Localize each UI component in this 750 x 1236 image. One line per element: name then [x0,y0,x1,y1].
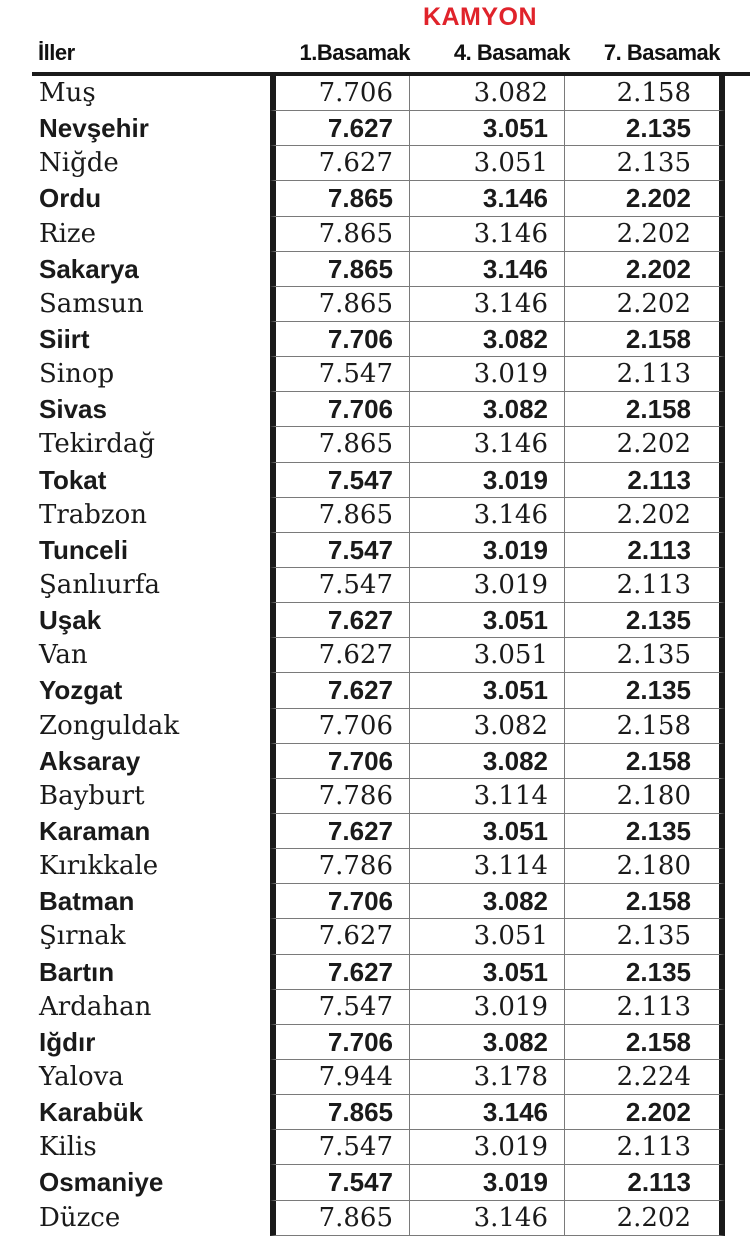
value-basamak-7: 2.202 [565,287,725,322]
value-basamak-4: 3.051 [410,814,565,849]
value-basamak-4: 3.019 [410,1165,565,1200]
value-basamak-4: 3.019 [410,533,565,568]
table-row [32,603,750,638]
value-basamak-1: 7.627 [270,638,410,673]
value-basamak-4: 3.082 [410,709,565,744]
value-basamak-1: 7.706 [270,709,410,744]
province-name: Samsun [39,288,144,319]
table-row [32,427,750,462]
value-basamak-1: 7.865 [270,1095,410,1130]
value-basamak-1: 7.627 [270,146,410,181]
value-basamak-1: 7.865 [270,252,410,287]
table-row [32,955,750,990]
table-row [32,779,750,814]
table-row [32,638,750,673]
value-basamak-7: 2.135 [565,603,725,638]
value-basamak-4: 3.082 [410,392,565,427]
table-row [32,146,750,181]
table-row [32,322,750,357]
province-name: Rize [39,218,96,249]
table-row [32,181,750,216]
value-basamak-7: 2.202 [565,1201,725,1236]
value-basamak-1: 7.706 [270,76,410,111]
value-basamak-7: 2.113 [565,1130,725,1165]
table-row [32,1095,750,1130]
value-basamak-1: 7.706 [270,392,410,427]
value-basamak-4: 3.019 [410,568,565,603]
table-row [32,498,750,533]
table-row [32,392,750,427]
value-basamak-1: 7.865 [270,1201,410,1236]
value-basamak-7: 2.158 [565,1025,725,1060]
value-basamak-1: 7.547 [270,1165,410,1200]
value-basamak-1: 7.865 [270,498,410,533]
province-name: Şırnak [39,921,126,952]
table-row [32,357,750,392]
value-basamak-7: 2.135 [565,673,725,708]
table-row [32,1201,750,1236]
value-basamak-7: 2.202 [565,498,725,533]
province-name: Iğdır [39,1026,96,1057]
province-name: Batman [39,886,135,917]
value-basamak-7: 2.202 [565,181,725,216]
table-row [32,814,750,849]
table-row [32,217,750,252]
province-name: Bayburt [39,780,145,811]
value-basamak-7: 2.158 [565,884,725,919]
tariff-table [32,76,750,1236]
value-basamak-1: 7.706 [270,1025,410,1060]
value-basamak-1: 7.786 [270,779,410,814]
value-basamak-7: 2.135 [565,955,725,990]
province-name: Ordu [39,183,102,214]
province-name: Aksaray [39,745,141,776]
value-basamak-7: 2.135 [565,919,725,954]
province-name: Tokat [39,464,107,495]
value-basamak-4: 3.019 [410,990,565,1025]
table-row [32,1130,750,1165]
value-basamak-7: 2.158 [565,322,725,357]
province-name: Muş [39,78,96,108]
value-basamak-4: 3.019 [410,1130,565,1165]
value-basamak-1: 7.547 [270,463,410,498]
province-name: Niğde [39,148,119,179]
province-name: Tunceli [39,534,129,565]
value-basamak-4: 3.082 [410,1025,565,1060]
value-basamak-4: 3.146 [410,252,565,287]
province-name: Van [39,640,88,671]
value-basamak-7: 2.135 [565,111,725,146]
province-name: Karabük [39,1097,144,1128]
value-basamak-1: 7.627 [270,955,410,990]
value-basamak-4: 3.082 [410,884,565,919]
value-basamak-7: 2.180 [565,849,725,884]
province-name: Nevşehir [39,113,149,144]
province-name: Ardahan [39,991,152,1022]
table-title: KAMYON [422,3,538,31]
province-name: Trabzon [39,499,148,530]
province-name: Uşak [39,605,102,636]
value-basamak-7: 2.158 [565,709,725,744]
province-name: Yozgat [39,675,123,706]
value-basamak-7: 2.224 [565,1060,725,1095]
value-basamak-1: 7.706 [270,322,410,357]
table-row [32,463,750,498]
value-basamak-1: 7.627 [270,111,410,146]
value-basamak-4: 3.082 [410,744,565,779]
value-basamak-4: 3.146 [410,498,565,533]
table-row [32,849,750,884]
province-name: Sinop [39,359,115,390]
value-basamak-1: 7.786 [270,849,410,884]
province-name: Zonguldak [39,710,180,741]
value-basamak-4: 3.114 [410,849,565,884]
value-basamak-4: 3.146 [410,287,565,322]
value-basamak-4: 3.114 [410,779,565,814]
table-row [32,287,750,322]
province-name: Kırıkkale [39,851,159,882]
value-basamak-1: 7.944 [270,1060,410,1095]
value-basamak-7: 2.158 [565,744,725,779]
province-name: Osmaniye [39,1167,164,1198]
value-basamak-7: 2.113 [565,568,725,603]
value-basamak-1: 7.547 [270,533,410,568]
value-basamak-4: 3.051 [410,955,565,990]
value-basamak-1: 7.706 [270,884,410,919]
value-basamak-1: 7.547 [270,990,410,1025]
value-basamak-7: 2.202 [565,427,725,462]
value-basamak-7: 2.135 [565,814,725,849]
table-row [32,1060,750,1095]
header-iller: İller [38,40,75,65]
value-basamak-4: 3.051 [410,603,565,638]
table-row [32,1165,750,1200]
header-basamak-7: 7. Basamak [603,40,720,65]
province-name: Düzce [39,1202,121,1233]
province-name: Siirt [39,323,90,354]
value-basamak-4: 3.178 [410,1060,565,1095]
value-basamak-4: 3.051 [410,146,565,181]
value-basamak-1: 7.547 [270,568,410,603]
value-basamak-7: 2.113 [565,463,725,498]
value-basamak-7: 2.113 [565,533,725,568]
value-basamak-4: 3.051 [410,638,565,673]
value-basamak-4: 3.019 [410,463,565,498]
value-basamak-7: 2.113 [565,1165,725,1200]
value-basamak-7: 2.135 [565,638,725,673]
value-basamak-1: 7.547 [270,357,410,392]
table-row [32,76,750,111]
table-row [32,568,750,603]
value-basamak-1: 7.865 [270,217,410,252]
value-basamak-4: 3.146 [410,1095,565,1130]
value-basamak-4: 3.146 [410,217,565,252]
value-basamak-7: 2.202 [565,252,725,287]
table-row [32,919,750,954]
value-basamak-4: 3.146 [410,427,565,462]
table-row [32,533,750,568]
table-row [32,709,750,744]
province-name: Kilis [39,1132,97,1163]
province-name: Yalova [39,1061,124,1092]
table-row [32,111,750,146]
value-basamak-4: 3.146 [410,1201,565,1236]
value-basamak-4: 3.051 [410,111,565,146]
value-basamak-4: 3.146 [410,181,565,216]
value-basamak-4: 3.051 [410,919,565,954]
value-basamak-7: 2.158 [565,392,725,427]
province-name: Sakarya [39,253,139,284]
province-name: Sivas [39,394,107,425]
value-basamak-1: 7.865 [270,287,410,322]
value-basamak-1: 7.865 [270,181,410,216]
table-row [32,1025,750,1060]
value-basamak-1: 7.547 [270,1130,410,1165]
value-basamak-4: 3.082 [410,76,565,111]
value-basamak-1: 7.865 [270,427,410,462]
province-name: Bartın [39,956,115,987]
table-row [32,252,750,287]
table-row [32,990,750,1025]
table-row [32,884,750,919]
value-basamak-1: 7.627 [270,919,410,954]
province-name: Karaman [39,815,151,846]
value-basamak-1: 7.706 [270,744,410,779]
value-basamak-1: 7.627 [270,814,410,849]
value-basamak-7: 2.202 [565,1095,725,1130]
table-row [32,673,750,708]
value-basamak-7: 2.113 [565,357,725,392]
value-basamak-7: 2.202 [565,217,725,252]
province-name: Şanlıurfa [39,569,160,600]
header-basamak-1: 1.Basamak [299,40,410,65]
header-basamak-4: 4. Basamak [453,40,570,65]
value-basamak-4: 3.019 [410,357,565,392]
value-basamak-4: 3.082 [410,322,565,357]
value-basamak-7: 2.180 [565,779,725,814]
table-row [32,744,750,779]
value-basamak-7: 2.135 [565,146,725,181]
value-basamak-1: 7.627 [270,603,410,638]
value-basamak-4: 3.051 [410,673,565,708]
value-basamak-7: 2.158 [565,76,725,111]
province-name: Tekirdağ [39,429,155,460]
value-basamak-1: 7.627 [270,673,410,708]
value-basamak-7: 2.113 [565,990,725,1025]
